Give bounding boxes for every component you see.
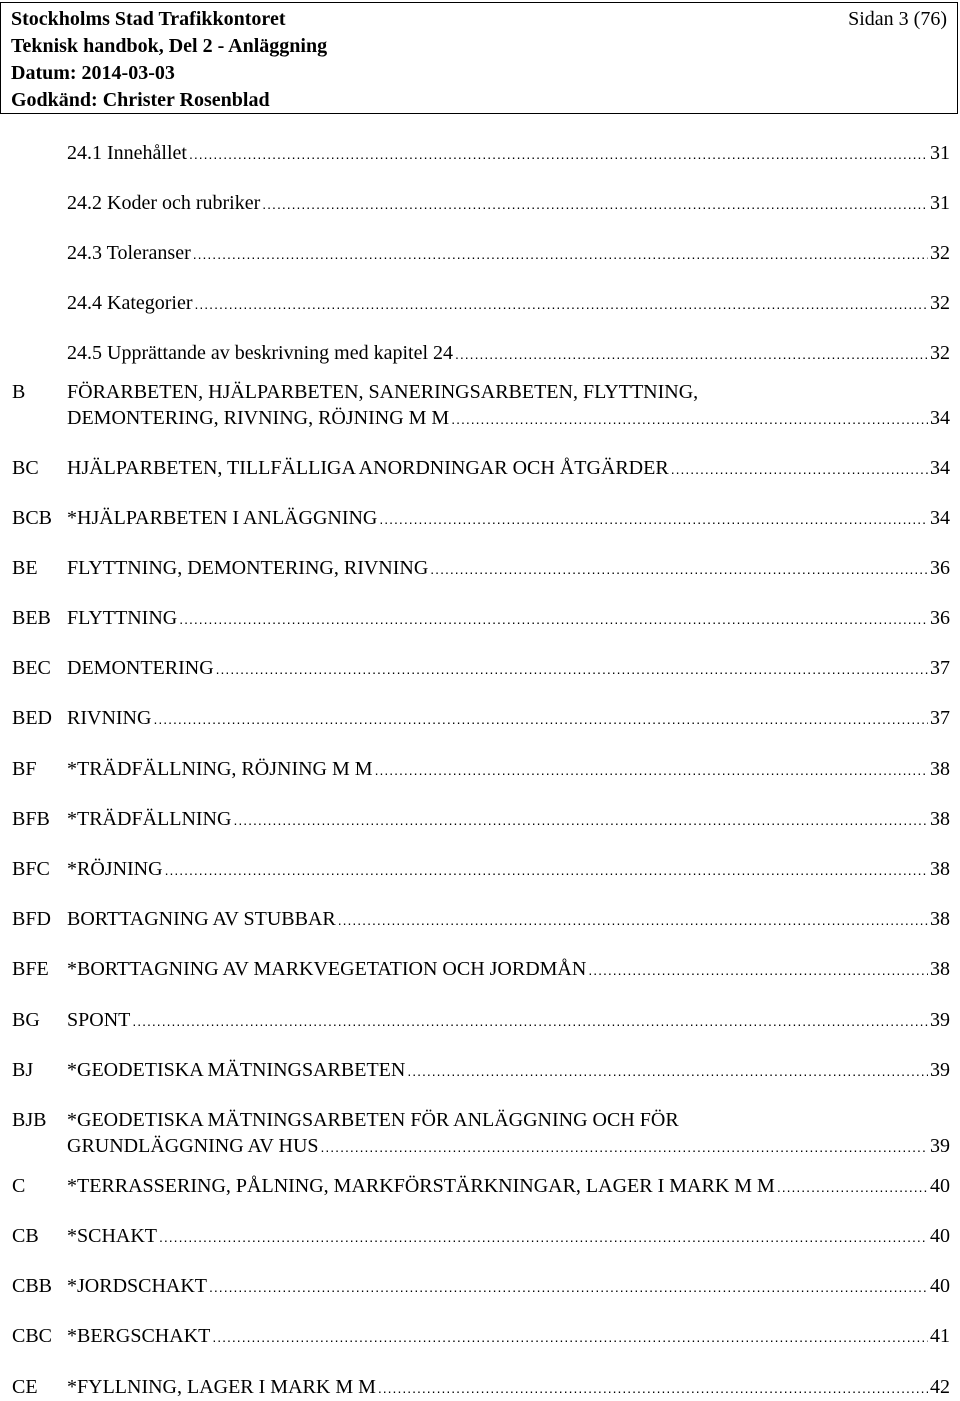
toc-entry-code: BEB bbox=[12, 607, 51, 629]
toc-entry-code: C bbox=[12, 1175, 26, 1197]
toc-entry-code: BJB bbox=[12, 1109, 47, 1131]
toc-entry-page: 34 bbox=[930, 407, 950, 429]
header-handbook-title: Teknisk handbok, Del 2 - Anläggning bbox=[11, 35, 328, 57]
toc-entry-title: *HJÄLPARBETEN I ANLÄGGNING bbox=[67, 507, 378, 529]
toc-entry[interactable] bbox=[12, 555, 950, 582]
toc-entry[interactable] bbox=[12, 190, 950, 217]
toc-entry-title: BORTTAGNING AV STUBBAR bbox=[67, 908, 336, 930]
toc-entry-code: CBB bbox=[12, 1275, 53, 1297]
toc-entry-code: BFD bbox=[12, 908, 51, 930]
toc-entry-title: *TRÄDFÄLLNING, RÖJNING M M bbox=[67, 758, 373, 780]
toc-leader-dots bbox=[262, 191, 928, 217]
toc-entry-page: 36 bbox=[930, 557, 950, 579]
toc-entry[interactable] bbox=[12, 655, 950, 682]
toc-entry-title-line1: *GEODETISKA MÄTNINGSARBETEN FÖR ANLÄGGNING OCH FÖR bbox=[67, 1109, 679, 1131]
toc-entry[interactable] bbox=[12, 140, 950, 167]
toc-entry-page: 39 bbox=[930, 1135, 950, 1157]
toc-entry[interactable] bbox=[12, 1374, 950, 1401]
toc-entry[interactable] bbox=[12, 505, 950, 532]
toc-entry-title-line1: FÖRARBETEN, HJÄLPARBETEN, SANERINGSARBETEN, FLYTTNING, bbox=[67, 381, 699, 403]
toc-entry[interactable] bbox=[12, 906, 950, 933]
toc-entry[interactable] bbox=[12, 340, 950, 367]
toc-entry-page: 38 bbox=[930, 758, 950, 780]
toc-entry-page: 40 bbox=[930, 1275, 950, 1297]
toc-entry-page: 37 bbox=[930, 657, 950, 679]
toc-leader-dots bbox=[195, 291, 928, 317]
toc-entry-code: BE bbox=[12, 557, 38, 579]
toc-entry-page: 37 bbox=[930, 707, 950, 729]
toc-leader-dots bbox=[321, 1134, 928, 1160]
toc-entry-page: 40 bbox=[930, 1175, 950, 1197]
toc-entry-code: B bbox=[12, 381, 26, 403]
toc-entry[interactable] bbox=[12, 956, 950, 983]
toc-leader-dots bbox=[153, 706, 928, 732]
toc-entry-page: 41 bbox=[930, 1325, 950, 1347]
toc-entry-code: CBC bbox=[12, 1325, 53, 1347]
toc-entry-title: 24.1 Innehållet bbox=[67, 142, 187, 164]
toc-entry-code: BF bbox=[12, 758, 37, 780]
toc-entry[interactable] bbox=[12, 1107, 950, 1160]
toc-entry[interactable] bbox=[12, 455, 950, 482]
toc-entry[interactable] bbox=[12, 856, 950, 883]
toc-leader-dots bbox=[430, 556, 928, 582]
toc-entry-title: DEMONTERING bbox=[67, 657, 214, 679]
toc-entry[interactable] bbox=[12, 379, 950, 432]
toc-leader-dots bbox=[375, 757, 928, 783]
toc-entry[interactable] bbox=[12, 756, 950, 783]
toc-entry-page: 39 bbox=[930, 1009, 950, 1031]
toc-entry[interactable] bbox=[12, 290, 950, 317]
toc-entry[interactable] bbox=[12, 240, 950, 267]
toc-entry-page: 40 bbox=[930, 1225, 950, 1247]
toc-entry-page: 34 bbox=[930, 457, 950, 479]
toc-entry-title: RIVNING bbox=[67, 707, 152, 729]
toc-entry-code: BFB bbox=[12, 808, 50, 830]
header-date: Datum: 2014-03-03 bbox=[11, 62, 175, 84]
toc-entry-title: *BERGSCHAKT bbox=[67, 1325, 211, 1347]
toc-entry-page: 38 bbox=[930, 908, 950, 930]
toc-entry-code: CE bbox=[12, 1376, 38, 1398]
toc-leader-dots bbox=[379, 506, 928, 532]
toc-leader-dots bbox=[338, 907, 928, 933]
toc-entry-title: *FYLLNING, LAGER I MARK M M bbox=[67, 1376, 376, 1398]
header-page-number: Sidan 3 (76) bbox=[848, 8, 947, 30]
toc-leader-dots bbox=[451, 406, 928, 432]
toc-entry-page: 38 bbox=[930, 808, 950, 830]
toc-leader-dots bbox=[455, 341, 928, 367]
toc-entry-code: BED bbox=[12, 707, 52, 729]
toc-entry-title: HJÄLPARBETEN, TILLFÄLLIGA ANORDNINGAR OCH ÅTGÄRDER bbox=[67, 457, 669, 479]
document-header bbox=[0, 2, 958, 114]
toc-leader-dots bbox=[588, 957, 928, 983]
toc-entry-title: 24.4 Kategorier bbox=[67, 292, 193, 314]
toc-entry[interactable] bbox=[12, 1323, 950, 1350]
toc-entry-page: 31 bbox=[930, 192, 950, 214]
toc-entry[interactable] bbox=[12, 1223, 950, 1250]
toc-leader-dots bbox=[671, 456, 928, 482]
header-approved-by: Godkänd: Christer Rosenblad bbox=[11, 89, 270, 111]
toc-entry-title: FLYTTNING, DEMONTERING, RIVNING bbox=[67, 557, 429, 579]
toc-leader-dots bbox=[233, 807, 928, 833]
toc-entry-page: 31 bbox=[930, 142, 950, 164]
toc-entry-code: BC bbox=[12, 457, 39, 479]
toc-leader-dots bbox=[407, 1058, 928, 1084]
header-organization: Stockholms Stad Trafikkontoret bbox=[11, 8, 286, 30]
toc-entry-page: 32 bbox=[930, 292, 950, 314]
toc-entry-code: CB bbox=[12, 1225, 39, 1247]
toc-entry-title: *JORDSCHAKT bbox=[67, 1275, 208, 1297]
toc-leader-dots bbox=[179, 606, 928, 632]
toc-leader-dots bbox=[212, 1324, 928, 1350]
toc-entry-code: BG bbox=[12, 1009, 40, 1031]
toc-entry-page: 34 bbox=[930, 507, 950, 529]
toc-entry[interactable] bbox=[12, 605, 950, 632]
toc-entry[interactable] bbox=[12, 1173, 950, 1200]
toc-entry[interactable] bbox=[12, 1007, 950, 1034]
toc-entry-title: *SCHAKT bbox=[67, 1225, 158, 1247]
toc-entry-code: BFC bbox=[12, 858, 50, 880]
toc-entry-title: DEMONTERING, RIVNING, RÖJNING M M bbox=[67, 407, 450, 429]
toc-entry-page: 42 bbox=[930, 1376, 950, 1398]
toc-entry-title: *GEODETISKA MÄTNINGSARBETEN bbox=[67, 1059, 406, 1081]
toc-leader-dots bbox=[193, 241, 928, 267]
toc-entry-title: GRUNDLÄGGNING AV HUS bbox=[67, 1135, 319, 1157]
toc-entry[interactable] bbox=[12, 806, 950, 833]
toc-entry[interactable] bbox=[12, 1273, 950, 1300]
toc-entry-page: 38 bbox=[930, 858, 950, 880]
toc-leader-dots bbox=[189, 141, 928, 167]
toc-entry-title: SPONT bbox=[67, 1009, 131, 1031]
toc-leader-dots bbox=[216, 656, 928, 682]
toc-entry-title: *TERRASSERING, PÅLNING, MARKFÖRSTÄRKNINGAR, LAGER I MARK M M bbox=[67, 1175, 775, 1197]
toc-entry-code: BCB bbox=[12, 507, 53, 529]
toc-leader-dots bbox=[209, 1274, 928, 1300]
toc-entry[interactable] bbox=[12, 1057, 950, 1084]
toc-leader-dots bbox=[378, 1375, 928, 1401]
toc-entry-page: 32 bbox=[930, 242, 950, 264]
toc-leader-dots bbox=[132, 1008, 928, 1034]
toc-entry-page: 36 bbox=[930, 607, 950, 629]
toc-entry-code: BJ bbox=[12, 1059, 34, 1081]
toc-entry-title: *TRÄDFÄLLNING bbox=[67, 808, 232, 830]
toc-entry[interactable] bbox=[12, 705, 950, 732]
toc-leader-dots bbox=[777, 1174, 928, 1200]
toc-entry-page: 38 bbox=[930, 958, 950, 980]
toc-leader-dots bbox=[165, 857, 928, 883]
toc-entry-title: 24.3 Toleranser bbox=[67, 242, 191, 264]
toc-entry-title: *BORTTAGNING AV MARKVEGETATION OCH JORDMÅN bbox=[67, 958, 587, 980]
toc-entry-title: 24.5 Upprättande av beskrivning med kapitel 24 bbox=[67, 342, 454, 364]
toc-entry-title: FLYTTNING bbox=[67, 607, 178, 629]
toc-entry-code: BFE bbox=[12, 958, 49, 980]
toc-entry-page: 39 bbox=[930, 1059, 950, 1081]
toc-entry-code: BEC bbox=[12, 657, 51, 679]
toc-leader-dots bbox=[159, 1224, 928, 1250]
toc-entry-title: 24.2 Koder och rubriker bbox=[67, 192, 261, 214]
toc-entry-title: *RÖJNING bbox=[67, 858, 163, 880]
toc-entry-page: 32 bbox=[930, 342, 950, 364]
